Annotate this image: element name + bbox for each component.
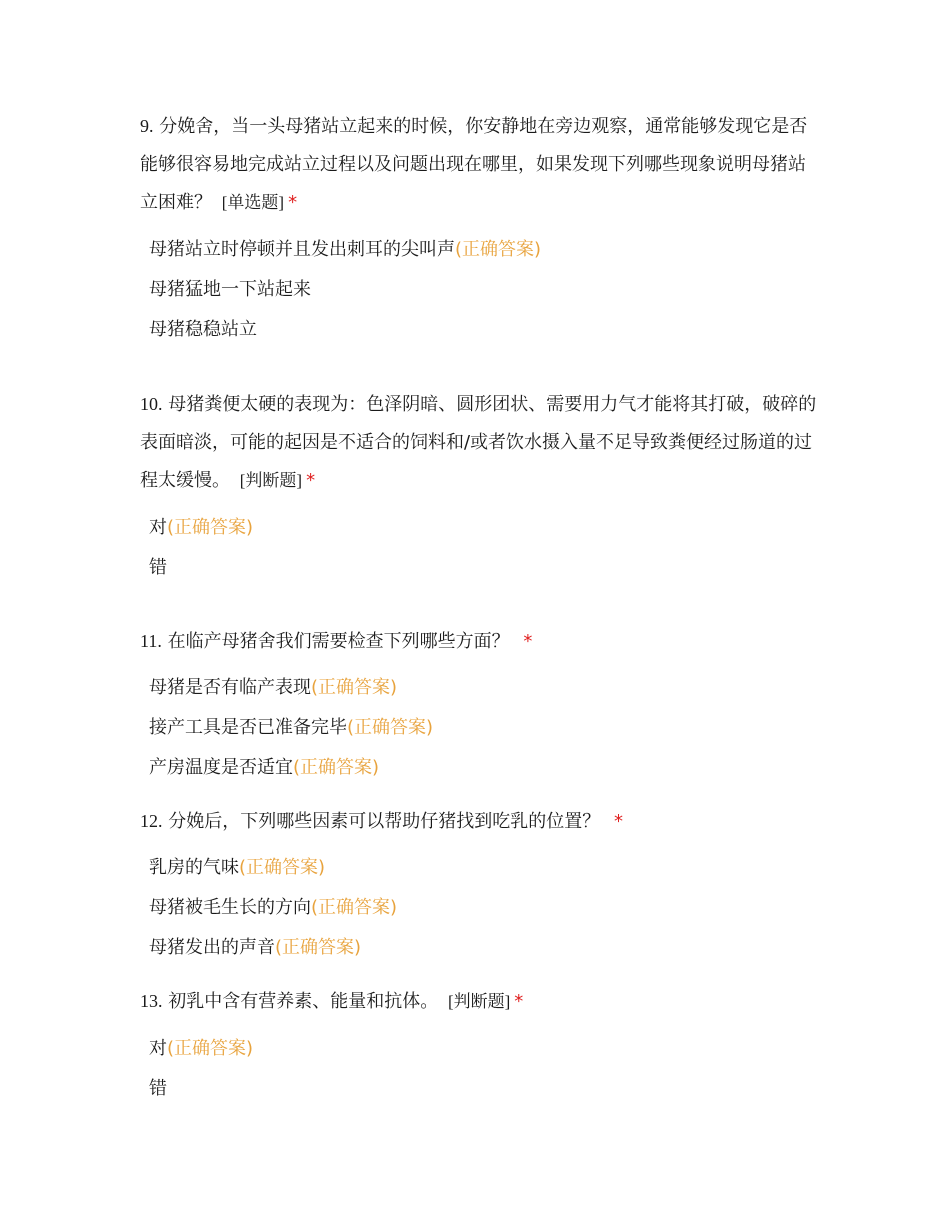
question-9: [140, 107, 820, 350]
option-list: [140, 1029, 820, 1109]
question-text: 初乳中含有营养素、能量和抗体。: [168, 991, 439, 1012]
correct-answer-marker: (正确答案): [275, 937, 362, 958]
question-type: [判断题]: [239, 471, 303, 490]
option-text: 接产工具是否已准备完毕: [149, 717, 347, 738]
required-marker: *: [288, 192, 298, 213]
correct-answer-marker: (正确答案): [311, 897, 398, 918]
question-number: 9.: [140, 116, 154, 136]
option-item: [140, 888, 820, 928]
option-text: 母猪发出的声音: [149, 937, 275, 958]
question-11: [140, 622, 820, 788]
correct-answer-marker: (正确答案): [311, 677, 398, 698]
question-text: 母猪粪便太硬的表现为：色泽阴暗、圆形团状、需要用力气才能将其打破，破碎的表面暗淡，可能的起因是不适合的饲料和/或者饮水摄入量不足导致粪便经过肠道的过程太缓慢。: [140, 394, 817, 491]
required-marker: *: [306, 470, 316, 491]
required-marker: *: [514, 991, 524, 1012]
option-list: [140, 508, 820, 588]
correct-answer-marker: (正确答案): [293, 757, 380, 778]
question-number: 10.: [140, 394, 163, 414]
option-text: 对: [149, 517, 167, 538]
option-text: 母猪站立时停顿并且发出刺耳的尖叫声: [149, 239, 455, 260]
option-item: [140, 310, 820, 350]
option-item: [140, 848, 820, 888]
option-list: [140, 668, 820, 788]
option-item: [140, 708, 820, 748]
question-title: [140, 622, 820, 661]
option-item: [140, 748, 820, 788]
option-text: 乳房的气味: [149, 857, 239, 878]
question-text: 分娩后，下列哪些因素可以帮助仔猪找到吃乳的位置？: [168, 811, 601, 832]
option-item: [140, 1029, 820, 1069]
question-text: 在临产母猪舍我们需要检查下列哪些方面？: [167, 631, 510, 652]
option-text: 母猪猛地一下站起来: [149, 279, 311, 300]
option-item: [140, 270, 820, 310]
option-text: 对: [149, 1038, 167, 1059]
question-title: [140, 982, 820, 1021]
question-text: 分娩舍，当一头母猪站立起来的时候，你安静地在旁边观察，通常能够发现它是否能够很容易地完成站立过程以及问题出现在哪里，如果发现下列哪些现象说明母猪站立困难？: [140, 116, 808, 213]
option-item: [140, 668, 820, 708]
option-text: 错: [149, 557, 167, 578]
option-item: [140, 1069, 820, 1109]
question-number: 11.: [140, 631, 162, 651]
question-number: 12.: [140, 811, 163, 831]
option-text: 产房温度是否适宜: [149, 757, 293, 778]
option-item: [140, 548, 820, 588]
question-type: [单选题]: [221, 193, 285, 212]
correct-answer-marker: (正确答案): [167, 1038, 254, 1059]
required-marker: *: [613, 811, 623, 832]
required-marker: *: [523, 631, 533, 652]
option-text: 母猪稳稳站立: [149, 319, 257, 340]
question-13: [140, 982, 820, 1109]
question-10: [140, 385, 820, 588]
option-item: [140, 508, 820, 548]
option-text: 母猪被毛生长的方向: [149, 897, 311, 918]
question-title: [140, 107, 820, 222]
option-list: [140, 230, 820, 350]
question-number: 13.: [140, 991, 163, 1011]
option-item: [140, 230, 820, 270]
question-title: [140, 385, 820, 500]
question-12: [140, 802, 820, 968]
question-type: [判断题]: [447, 992, 511, 1011]
option-list: [140, 848, 820, 968]
option-text: 错: [149, 1078, 167, 1099]
option-item: [140, 928, 820, 968]
question-title: [140, 802, 820, 841]
correct-answer-marker: (正确答案): [167, 517, 254, 538]
correct-answer-marker: (正确答案): [239, 857, 326, 878]
option-text: 母猪是否有临产表现: [149, 677, 311, 698]
correct-answer-marker: (正确答案): [455, 239, 542, 260]
correct-answer-marker: (正确答案): [347, 717, 434, 738]
